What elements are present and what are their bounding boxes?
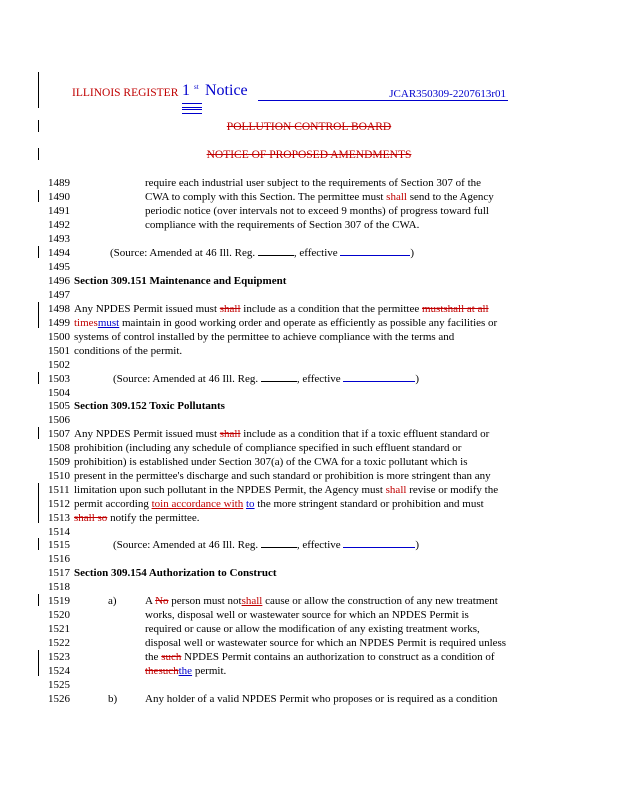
- body-text-line: disposal well or wastewater source for which an NPDES Permit is required unless: [145, 637, 507, 649]
- text-run: include as a condition that the permittee: [240, 303, 422, 315]
- page-number: 1: [182, 82, 190, 99]
- line-number: 1519: [48, 595, 70, 607]
- line-number: 1497: [48, 289, 70, 301]
- source-note: [110, 247, 414, 260]
- section-heading: Section 309.154 Authorization to Construct: [74, 567, 277, 579]
- change-bar: [38, 594, 39, 606]
- deleted-text: thesuch: [145, 665, 179, 677]
- change-bar: [38, 72, 39, 108]
- body-text-line: [74, 512, 200, 525]
- body-text-line: require each industrial user subject to the requirements of Section 307 of the: [145, 177, 482, 189]
- text-run: ): [415, 539, 420, 551]
- line-number: 1495: [48, 261, 70, 273]
- inserted-text: must: [97, 317, 120, 329]
- line-number: 1504: [48, 387, 70, 399]
- notice-label: Notice: [205, 82, 248, 99]
- deleted-text: shall so: [74, 512, 108, 524]
- blank-field: [261, 381, 297, 382]
- change-bar: [38, 538, 39, 550]
- body-text-line: prohibition) is established under Section 307(a) of the CWA for a toxic pollutant which is: [74, 456, 468, 468]
- line-number: 1516: [48, 553, 70, 565]
- body-text-line: [145, 665, 226, 678]
- text-run: the: [145, 651, 162, 663]
- text-run: ): [410, 247, 415, 259]
- text-run: , effective: [296, 373, 344, 385]
- change-bar: [38, 427, 39, 439]
- body-text-line: Any holder of a valid NPDES Permit who proposes or is required as a condition: [145, 693, 498, 705]
- line-number: 1510: [48, 470, 70, 482]
- line-number: 1499: [48, 317, 70, 329]
- body-text-line: [145, 595, 498, 608]
- notice-title: NOTICE OF PROPOSED AMENDMENTS: [206, 149, 412, 161]
- source-note: [113, 539, 419, 552]
- deleted-text: shall: [219, 303, 241, 315]
- line-number: 1511: [48, 484, 70, 496]
- text-run: limitation upon such pollutant in the NPDES Permit, the Agency must: [74, 484, 386, 496]
- blank-field: [343, 381, 415, 382]
- text-run: permit.: [192, 665, 227, 677]
- deleted-text: toin accordance with: [151, 498, 244, 510]
- section-heading: Section 309.152 Toxic Pollutants: [74, 400, 225, 412]
- text-run: (Source: Amended at 46 Ill. Reg.: [113, 373, 261, 385]
- text-run: Any NPDES Permit issued must: [74, 303, 220, 315]
- body-text-line: compliance with the requirements of Section 307 of the CWA.: [145, 219, 420, 231]
- body-text-line: present in the permittee's discharge and such standard or prohibition is more stringent than any: [74, 470, 491, 482]
- agency-name: POLLUTION CONTROL BOARD: [226, 121, 392, 133]
- body-text-line: [145, 651, 495, 664]
- text-run: permit according: [74, 498, 152, 510]
- line-number: 1491: [48, 205, 70, 217]
- deleted-text: mustshall at all: [422, 303, 489, 315]
- line-number: 1524: [48, 665, 70, 677]
- line-number: 1513: [48, 512, 70, 524]
- line-number: 1503: [48, 373, 70, 385]
- blank-field: [340, 255, 410, 256]
- text-run: the more stringent standard or prohibition and must: [254, 498, 484, 510]
- line-number: 1523: [48, 651, 70, 663]
- body-text-line: [74, 317, 497, 330]
- line-number: 1521: [48, 623, 70, 635]
- body-text-line: [145, 191, 494, 204]
- source-note: [113, 373, 419, 386]
- section-heading: Section 309.151 Maintenance and Equipment: [74, 275, 287, 287]
- line-number: 1515: [48, 539, 70, 551]
- inserted-text: shall: [386, 191, 407, 203]
- change-bar: [38, 372, 39, 384]
- text-run: (Source: Amended at 46 Ill. Reg.: [113, 539, 261, 551]
- deleted-text: such: [161, 651, 182, 663]
- change-bar: [38, 483, 39, 523]
- text-run: , effective: [296, 539, 344, 551]
- deleted-text: shall: [241, 595, 263, 607]
- line-number: 1525: [48, 679, 70, 691]
- deleted-text: No: [155, 595, 169, 607]
- blank-field: [343, 547, 415, 548]
- line-number: 1489: [48, 177, 70, 189]
- text-run: , effective: [293, 247, 341, 259]
- header-double-rule: [182, 109, 202, 114]
- inserted-text: times: [74, 317, 98, 329]
- body-text-line: required or cause or allow the modification of any existing treatment works,: [145, 623, 480, 635]
- body-text-line: periodic notice (over intervals not to exceed 9 months) of progress toward full: [145, 205, 489, 217]
- text-run: revise or modify the: [406, 484, 499, 496]
- body-text-line: works, disposal well or wastewater source for which an NPDES Permit is: [145, 609, 469, 621]
- body-text-line: [74, 484, 498, 497]
- text-run: notify the permittee.: [107, 512, 200, 524]
- page-header: [72, 82, 542, 108]
- line-number: 1508: [48, 442, 70, 454]
- change-bar: [38, 246, 39, 258]
- subsection-label: a): [108, 595, 117, 607]
- subsection-label: b): [108, 693, 118, 705]
- line-number: 1502: [48, 359, 70, 371]
- line-number: 1526: [48, 693, 70, 705]
- inserted-text: shall: [385, 484, 407, 496]
- line-number: 1506: [48, 414, 70, 426]
- line-number: 1514: [48, 526, 70, 538]
- text-run: Any NPDES Permit issued must: [74, 428, 220, 440]
- text-run: NPDES Permit contains an authorization to construct as a condition of: [181, 651, 495, 663]
- body-text-line: [74, 428, 489, 441]
- line-number: 1517: [48, 567, 70, 579]
- blank-field: [261, 547, 297, 548]
- blank-field: [258, 255, 294, 256]
- line-number: 1507: [48, 428, 70, 440]
- body-text-line: [74, 303, 489, 316]
- text-run: cause or allow the construction of any new treatment: [262, 595, 498, 607]
- inserted-text: to: [245, 498, 255, 510]
- text-run: person must not: [168, 595, 242, 607]
- change-bar: [38, 302, 39, 328]
- line-number: 1490: [48, 191, 70, 203]
- line-number: 1501: [48, 345, 70, 357]
- body-text-line: conditions of the permit.: [74, 345, 183, 357]
- line-number: 1505: [48, 400, 70, 412]
- text-run: CWA to comply with this Section. The permittee must: [145, 191, 387, 203]
- text-run: include as a condition that if a toxic effluent standard or: [240, 428, 490, 440]
- text-run: A: [145, 595, 156, 607]
- header-double-rule: [182, 103, 202, 108]
- page-number-suffix: st: [194, 83, 199, 91]
- line-number: 1509: [48, 456, 70, 468]
- line-number: 1500: [48, 331, 70, 343]
- line-number: 1498: [48, 303, 70, 315]
- change-bar: [38, 650, 39, 676]
- line-number: 1494: [48, 247, 70, 259]
- text-run: send to the Agency: [406, 191, 494, 203]
- change-bar: [38, 190, 39, 202]
- line-number: 1492: [48, 219, 70, 231]
- document-code: JCAR350309-2207613r01: [389, 88, 506, 100]
- line-number: 1496: [48, 275, 70, 287]
- register-title: ILLINOIS REGISTER: [72, 87, 179, 99]
- deleted-text: shall: [219, 428, 241, 440]
- line-number: 1493: [48, 233, 70, 245]
- inserted-text: the: [178, 665, 193, 677]
- line-number: 1520: [48, 609, 70, 621]
- text-run: maintain in good working order and operate as efficiently as possible any facilities or: [119, 317, 498, 329]
- body-text-line: prohibition (including any schedule of compliance specified in such effluent standard or: [74, 442, 462, 454]
- line-number: 1512: [48, 498, 70, 510]
- text-run: ): [415, 373, 420, 385]
- line-number: 1518: [48, 581, 70, 593]
- body-text-line: [74, 498, 484, 511]
- body-text-line: systems of control installed by the permittee to achieve compliance with the terms and: [74, 331, 455, 343]
- line-number: 1522: [48, 637, 70, 649]
- text-run: (Source: Amended at 46 Ill. Reg.: [110, 247, 258, 259]
